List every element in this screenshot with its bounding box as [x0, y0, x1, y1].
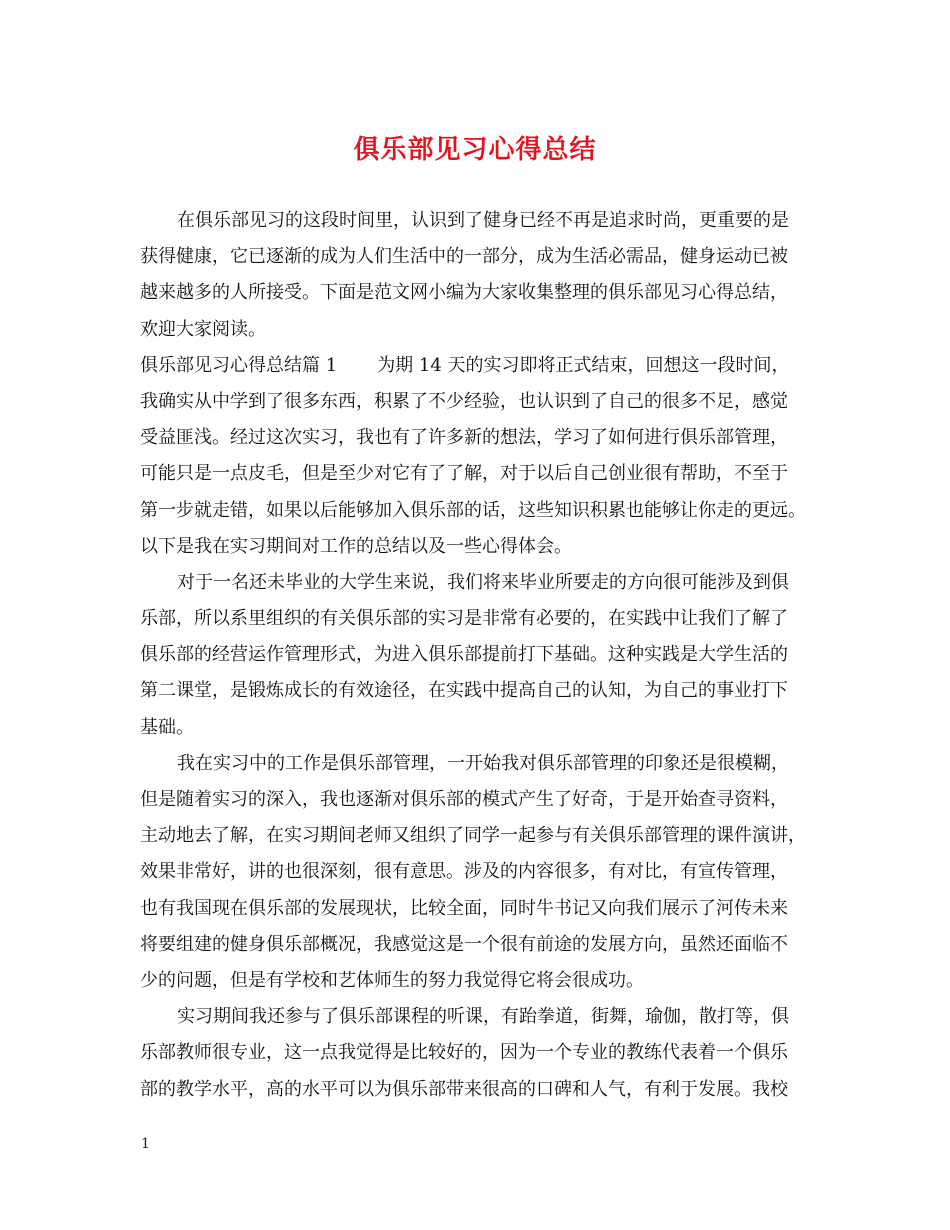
document-body [140, 203, 820, 1108]
text-line: 乐部教师很专业，这一点我觉得是比较好的，因为一个专业的教练代表着一个俱乐 [140, 1042, 788, 1064]
section-intro-text: 为期 14 天的实习即将正式结束，回想这一段时间， [377, 354, 790, 376]
text-line: 对于一名还未毕业的大学生来说，我们将来毕业所要走的方向很可能涉及到俱 [177, 571, 789, 593]
text-line: 越来越多的人所接受。下面是范文网小编为大家收集整理的俱乐部见习心得总结， [140, 282, 788, 304]
text-line: 我确实从中学到了很多东西，积累了不少经验，也认识到了自己的很多不足，感觉 [140, 390, 788, 412]
text-line: 也有我国现在俱乐部的发展现状，比较全面，同时牛书记又向我们展示了河传未来 [140, 897, 788, 919]
text-line: 主动地去了解，在实习期间老师又组织了同学一起参与有关俱乐部管理的课件演讲， [140, 825, 806, 847]
section-heading-line [140, 348, 820, 384]
text-line: 在俱乐部见习的这段时间里，认识到了健身已经不再是追求时尚，更重要的是 [177, 210, 789, 231]
text-line: 实习期间我还参与了俱乐部课程的听课，有跆拳道，街舞，瑜伽，散打等，俱 [177, 1006, 789, 1028]
text-line: 效果非常好，讲的也很深刻，很有意思。涉及的内容很多，有对比，有宣传管理， [140, 861, 788, 883]
text-line: 以下是我在实习期间对工作的总结以及一些心得体会。 [140, 535, 572, 557]
text-line: 第二课堂，是锻炼成长的有效途径，在实践中提高自己的认知，为自己的事业打下 [140, 680, 788, 702]
document-title: 俱乐部见习心得总结 [353, 135, 597, 165]
text-line: 我在实习中的工作是俱乐部管理，一开始我对俱乐部管理的印象还是很模糊， [177, 752, 789, 774]
text-line: 欢迎大家阅读。 [140, 318, 266, 340]
text-line: 俱乐部的经营运作管理形式，为进入俱乐部提前打下基础。这种实践是大学生活的 [140, 644, 788, 666]
text-line: 少的问题，但是有学校和艺体师生的努力我觉得它将会很成功。 [140, 969, 644, 991]
text-line: 可能只是一点皮毛，但是至少对它有了了解，对于以后自己创业很有帮助，不至于 [140, 463, 788, 485]
page-number: 1 [141, 1136, 150, 1152]
text-line: 获得健康，它已逐渐的成为人们生活中的一部分，成为生活必需品，健身运动已被 [140, 246, 788, 268]
text-line: 乐部，所以系里组织的有关俱乐部的实习是非常有必要的，在实践中让我们了解了 [140, 608, 788, 630]
text-line: 部的教学水平，高的水平可以为俱乐部带来很高的口碑和人气，有利于发展。我校 [140, 1078, 788, 1100]
text-line: 将要组建的健身俱乐部概况，我感觉这是一个很有前途的发展方向，虽然还面临不 [140, 933, 788, 955]
text-line: 第一步就走错，如果以后能够加入俱乐部的话，这些知识积累也能够让你走的更远。 [140, 499, 806, 521]
text-line: 但是随着实习的深入，我也逐渐对俱乐部的模式产生了好奇，于是开始查寻资料， [140, 789, 788, 810]
text-line: 受益匪浅。经过这次实习，我也有了许多新的想法，学习了如何进行俱乐部管理， [140, 427, 788, 449]
section-heading: 俱乐部见习心得总结篇 1 [140, 354, 338, 376]
text-line: 基础。 [140, 716, 194, 738]
